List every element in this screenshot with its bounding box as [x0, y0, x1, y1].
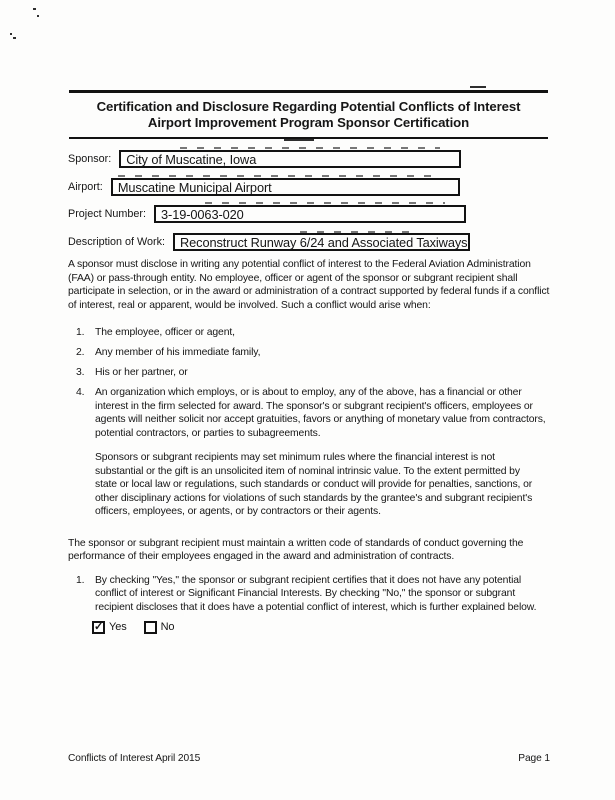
- list-item: [76, 326, 550, 340]
- project-number-input[interactable]: 3-19-0063-020: [154, 205, 466, 223]
- no-option[interactable]: [144, 621, 175, 635]
- project-number-field-row: [68, 205, 470, 223]
- yes-label: Yes: [109, 621, 127, 633]
- list-item-number: 2.: [76, 347, 85, 358]
- scan-artifact: [284, 139, 314, 141]
- yes-option[interactable]: [92, 621, 127, 635]
- document-body: [68, 258, 550, 635]
- certification-list: [76, 574, 550, 615]
- airport-input[interactable]: Muscatine Municipal Airport: [111, 178, 460, 196]
- certification-answer-row: [92, 621, 550, 635]
- certification-item-text: By checking "Yes," the sponsor or subgrant recipient certifies that it does not have any potential conflict of interest or Significant Financial Interests. By checking "No," the sponsor or subgrant recipient discloses that it does have a potential conflict of interest, which is further explained below.: [95, 574, 537, 613]
- footer-document-version: Conflicts of Interest April 2015: [68, 753, 201, 764]
- scan-artifact: [10, 33, 12, 35]
- document-title-line2: Airport Improvement Program Sponsor Certification: [147, 114, 470, 130]
- scan-artifact: [180, 147, 440, 149]
- description-of-work-label: Description of Work:: [68, 235, 166, 248]
- certification-item: [76, 574, 550, 615]
- list-item: [76, 386, 550, 440]
- page-footer: [68, 753, 550, 764]
- scan-artifact: [470, 86, 486, 88]
- intro-paragraph: A sponsor must disclose in writing any potential conflict of interest to the Federal Aviation Administration (FAA) or pass-through entity. No employee, officer or agent of the sponsor or subgrant recipient shall participate in selection, or in the award or administration of a contract supported by federal funds if a conflict of interest, real or apparent, would be involved. Such a conflict would arise when:: [68, 259, 550, 311]
- list-item-text: The employee, officer or agent,: [95, 327, 235, 338]
- no-label: No: [160, 621, 175, 633]
- conflict-conditions-list: [76, 326, 550, 440]
- project-number-label: Project Number:: [68, 208, 147, 220]
- airport-field-row: [68, 178, 470, 196]
- list-item-number: 3.: [76, 367, 85, 378]
- list-item-number: 1.: [76, 327, 85, 338]
- list-item-number: 1.: [76, 574, 85, 586]
- description-of-work-field-row: [68, 233, 470, 251]
- list-item-text: An organization which employs, or is about to employ, any of the above, has a financial or other interest in the firm selected for award. The sponsor's or subgrant recipient's officers, employees or agents will neither solicit nor accept gratuities, favors or anything of monetary value from contractors, potential contractors, or parties to subagreements.: [95, 387, 546, 439]
- list-item-number: 4.: [76, 387, 85, 398]
- footer-page-number: Page 1: [518, 753, 550, 764]
- code-of-conduct-paragraph: The sponsor or subgrant recipient must maintain a written code of standards of conduct governing the performance of their employees engaged in the award and administration of contracts.: [68, 537, 524, 562]
- sponsor-label: Sponsor:: [68, 153, 112, 165]
- sponsor-field-row: [68, 150, 470, 168]
- document-title-block: [69, 90, 548, 139]
- yes-checkbox[interactable]: [92, 621, 105, 634]
- scan-artifact: [33, 8, 36, 10]
- list-item-text: His or her partner, or: [95, 367, 188, 378]
- airport-label: Airport:: [68, 180, 103, 193]
- description-of-work-input[interactable]: Reconstruct Runway 6/24 and Associated Taxiways: [173, 233, 470, 251]
- sponsor-input[interactable]: City of Muscatine, Iowa: [119, 150, 461, 168]
- document-title-line1: Certification and Disclosure Regarding Potential Conflicts of Interest: [96, 99, 521, 114]
- list-item: [76, 346, 550, 360]
- form-fields: [68, 150, 470, 260]
- check-icon: ✓: [93, 621, 104, 634]
- minimum-rules-paragraph: Sponsors or subgrant recipients may set minimum rules where the financial interest is not substantial or the gift is an unsolicited item of nominal intrinsic value. To the extent permitted by state or local law or regulations, such standards or conduct will provide for penalties, sanctions, or other disciplinary actions for violations of such standards by the grantee's and subgrant recipient's officers, employees, or agents, or by contractors or their agents.: [95, 452, 533, 517]
- scan-artifact: [37, 15, 39, 17]
- scan-artifact: [13, 37, 16, 39]
- no-checkbox[interactable]: [144, 621, 157, 634]
- list-item: [76, 366, 550, 380]
- list-item-text: Any member of his immediate family,: [95, 347, 261, 358]
